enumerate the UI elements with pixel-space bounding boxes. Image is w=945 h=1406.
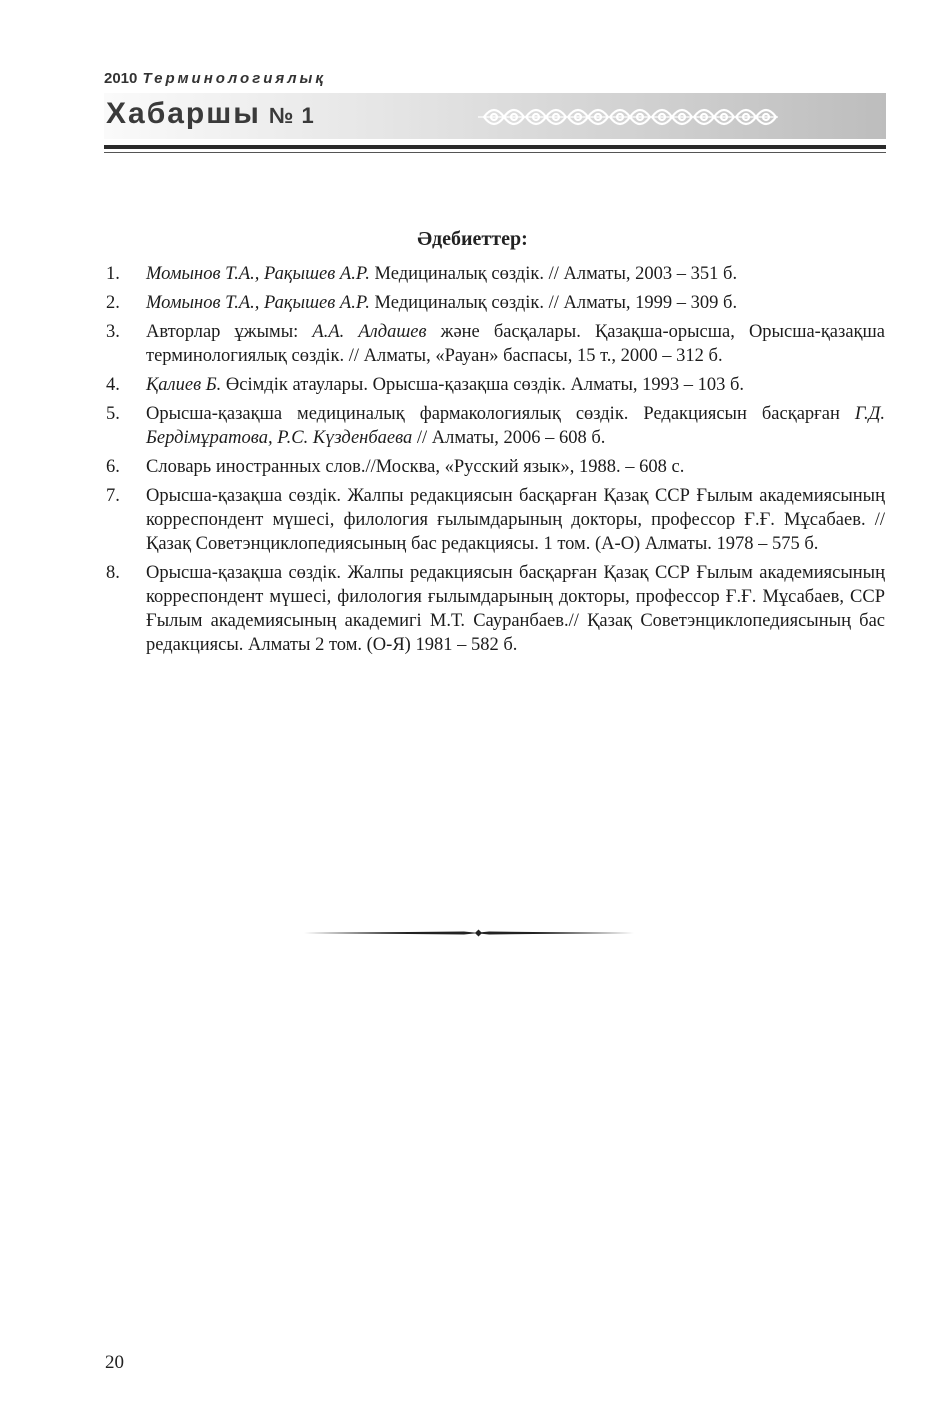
reference-authors: А.А. Алдашев xyxy=(312,322,427,342)
header-rule-thin xyxy=(104,152,886,153)
reference-number: 2. xyxy=(106,293,120,313)
reference-text: // Алматы, 2006 – 608 б. xyxy=(412,428,606,448)
reference-authors: Момынов Т.А., Рақышев А.Р. xyxy=(146,264,370,284)
ornament-pattern xyxy=(478,100,778,134)
reference-text: Орысша-қазақша сөздік. Жалпы редакциясын басқарған Қазақ ССР Ғылым академиясының корреспондент мүшесі, филология ғылымдарының докторы, профессор Ғ.Ғ. Мұсабаев, ССР Ғылым академиясының академигі М.Т. Сауранбаев.// Қазақ Советэнциклопедиясының бас редакциясы. Алматы 2 том. (О-Я) 1981 – 582 б. xyxy=(146,563,885,655)
reference-text: Медициналық сөздік. // Алматы, 1999 – 309 б. xyxy=(369,293,738,313)
journal-year: 2010 xyxy=(104,70,138,87)
references-heading: Әдебиеттер: xyxy=(417,228,528,250)
reference-text: Словарь иностранных слов.//Москва, «Русский язык», 1988. – 608 с. xyxy=(146,457,685,477)
journal-header xyxy=(104,70,886,160)
reference-number: 8. xyxy=(106,563,120,583)
reference-prefix: Орысша-қазақша медициналық фармакологиялық сөздік. Редакциясын басқарған xyxy=(146,404,855,424)
reference-text: Медициналық сөздік. // Алматы, 2003 – 351 б. xyxy=(369,264,738,284)
reference-number: 5. xyxy=(106,404,120,424)
reference-number: 6. xyxy=(106,457,120,477)
reference-item xyxy=(104,455,885,479)
section-divider xyxy=(304,928,634,938)
reference-text: Орысша-қазақша сөздік. Жалпы редакциясын басқарған Қазақ ССР Ғылым академиясының корреспондент мүшесі, филология ғылымдарының докторы, профессор Ғ.Ғ. Мұсабаев. // Қазақ Советэнциклопедиясының бас редакциясы. 1 том. (А-О) Алматы. 1978 – 575 б. xyxy=(146,486,885,554)
reference-item xyxy=(104,561,885,657)
reference-authors: Момынов Т.А., Рақышев А.Р. xyxy=(146,293,370,313)
journal-issue: № 1 xyxy=(268,103,315,128)
journal-word: Терминологиялық xyxy=(142,70,326,87)
header-rule-thick xyxy=(104,145,886,149)
reference-number: 1. xyxy=(106,264,120,284)
reference-text: Өсімдік атаулары. Орысша-қазақша сөздік. Алматы, 1993 – 103 б. xyxy=(221,375,745,395)
page-number: 20 xyxy=(105,1352,124,1373)
reference-authors: Г.Д. Бердімұратова, Р.С. Күзденбаева xyxy=(146,404,885,448)
reference-number: 7. xyxy=(106,486,120,506)
reference-number: 4. xyxy=(106,375,120,395)
journal-title-text: Хабаршы xyxy=(106,97,261,130)
reference-item xyxy=(104,262,885,286)
reference-item xyxy=(104,320,885,368)
references-list xyxy=(104,262,885,662)
journal-subtitle xyxy=(104,70,326,87)
reference-authors: Қалиев Б. xyxy=(146,375,222,395)
reference-item xyxy=(104,402,885,450)
reference-number: 3. xyxy=(106,322,120,342)
reference-item xyxy=(104,484,885,556)
reference-item xyxy=(104,291,885,315)
reference-text: және басқалары. Қазақша-орысша, Орысша-қазақша терминологиялық сөздік. // Алматы, «Рауан» баспасы, 15 т., 2000 – 312 б. xyxy=(146,322,885,366)
reference-item xyxy=(104,373,885,397)
journal-title xyxy=(106,97,315,131)
reference-prefix: Авторлар ұжымы: xyxy=(146,322,313,342)
